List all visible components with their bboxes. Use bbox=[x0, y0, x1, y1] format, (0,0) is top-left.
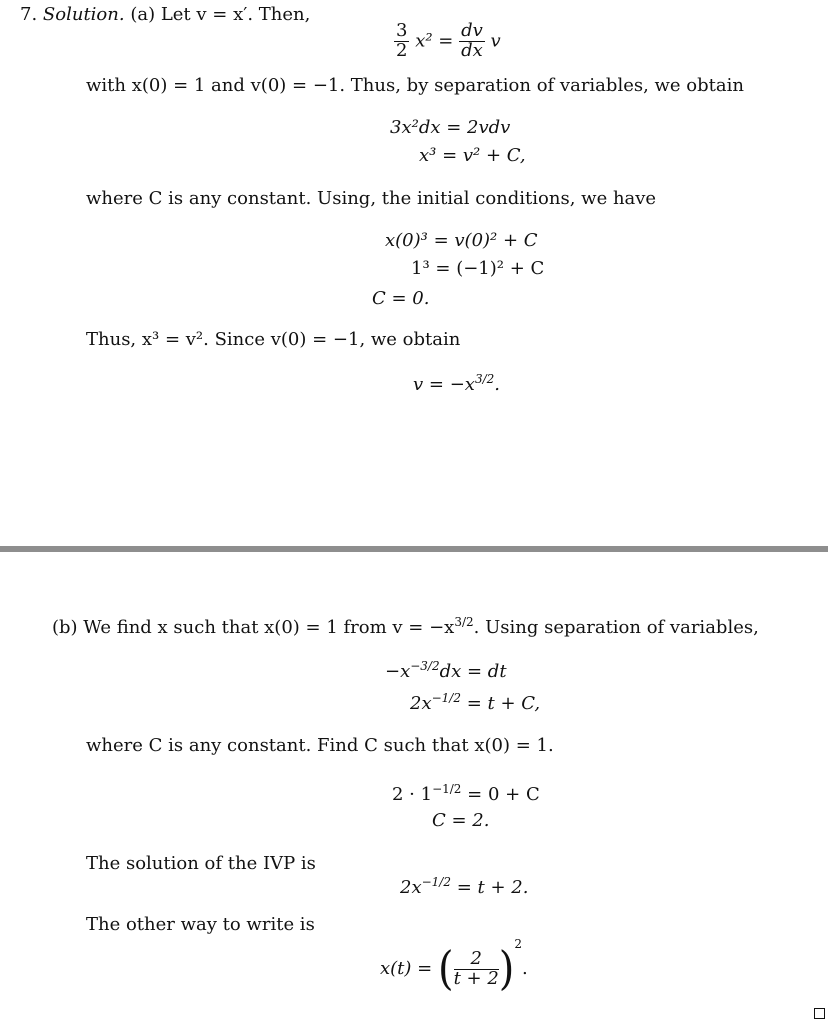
right-paren: ) bbox=[498, 942, 515, 996]
paragraph-b1: where C is any constant. Find C such that x(0) = 1. bbox=[86, 735, 554, 756]
equation-a3-line2: 1³ = (−1)² + C bbox=[411, 258, 545, 279]
equation-a3-line3: C = 0. bbox=[372, 288, 430, 309]
paragraph-b2: The solution of the IVP is bbox=[86, 853, 316, 874]
equation-a2-line1: 3x²dx = 2vdv bbox=[390, 117, 511, 138]
equation-a2-line2: x³ = v² + C, bbox=[419, 145, 526, 166]
equation-b2-line2: C = 2. bbox=[432, 810, 490, 831]
solution-label: Solution. bbox=[42, 4, 125, 25]
equation-b1-line1: $-x^{-3/2}dx$ = dt bbox=[385, 659, 507, 682]
equation-b4: x(t) = ( $\frac{2}{t + 2}$ )$^2$. bbox=[380, 937, 528, 996]
fraction-two-over-t-plus-two: $\frac{2}{t + 2}$ bbox=[453, 947, 499, 989]
fraction-dv-dx: $\frac{dv}{dx}$ bbox=[461, 20, 483, 61]
section-divider bbox=[0, 546, 828, 552]
paragraph-b3: The other way to write is bbox=[86, 914, 315, 935]
equation-b3: $2x^{-1/2} = t + 2$. bbox=[400, 875, 529, 898]
qed-box-icon bbox=[814, 1008, 825, 1019]
equation-a1: $\frac{3}{2}$ x² = $\frac{dv}{dx}$ v bbox=[396, 20, 501, 61]
problem-header bbox=[20, 6, 310, 24]
part-b-intro: (b) We find x such that x(0) = 1 from $v = -x^{3/2}$. Using separation of variables, bbox=[52, 615, 759, 638]
equation-a3-line1: x(0)³ = v(0)² + C bbox=[385, 230, 538, 251]
fraction-three-halves: $\frac{3}{2}$ bbox=[396, 20, 408, 61]
part-a-intro: (a) Let v = x′. Then, bbox=[130, 4, 311, 25]
equation-b1-line2: $2x^{-1/2} = t + C$, bbox=[410, 691, 541, 714]
equation-b2-line1: $2 \cdot 1^{-1/2} = 0 + C$ bbox=[392, 782, 540, 805]
paragraph-a2: where C is any constant. Using, the initial conditions, we have bbox=[86, 188, 657, 209]
problem-number: 7. bbox=[20, 4, 38, 25]
equation-a4: $v = -x^{3/2}$. bbox=[413, 372, 500, 395]
left-paren: ( bbox=[437, 942, 454, 996]
paragraph-a1: with x(0) = 1 and v(0) = −1. Thus, by separation of variables, we obtain bbox=[86, 75, 744, 96]
paragraph-a3: Thus, x³ = v². Since v(0) = −1, we obtain bbox=[86, 329, 461, 350]
